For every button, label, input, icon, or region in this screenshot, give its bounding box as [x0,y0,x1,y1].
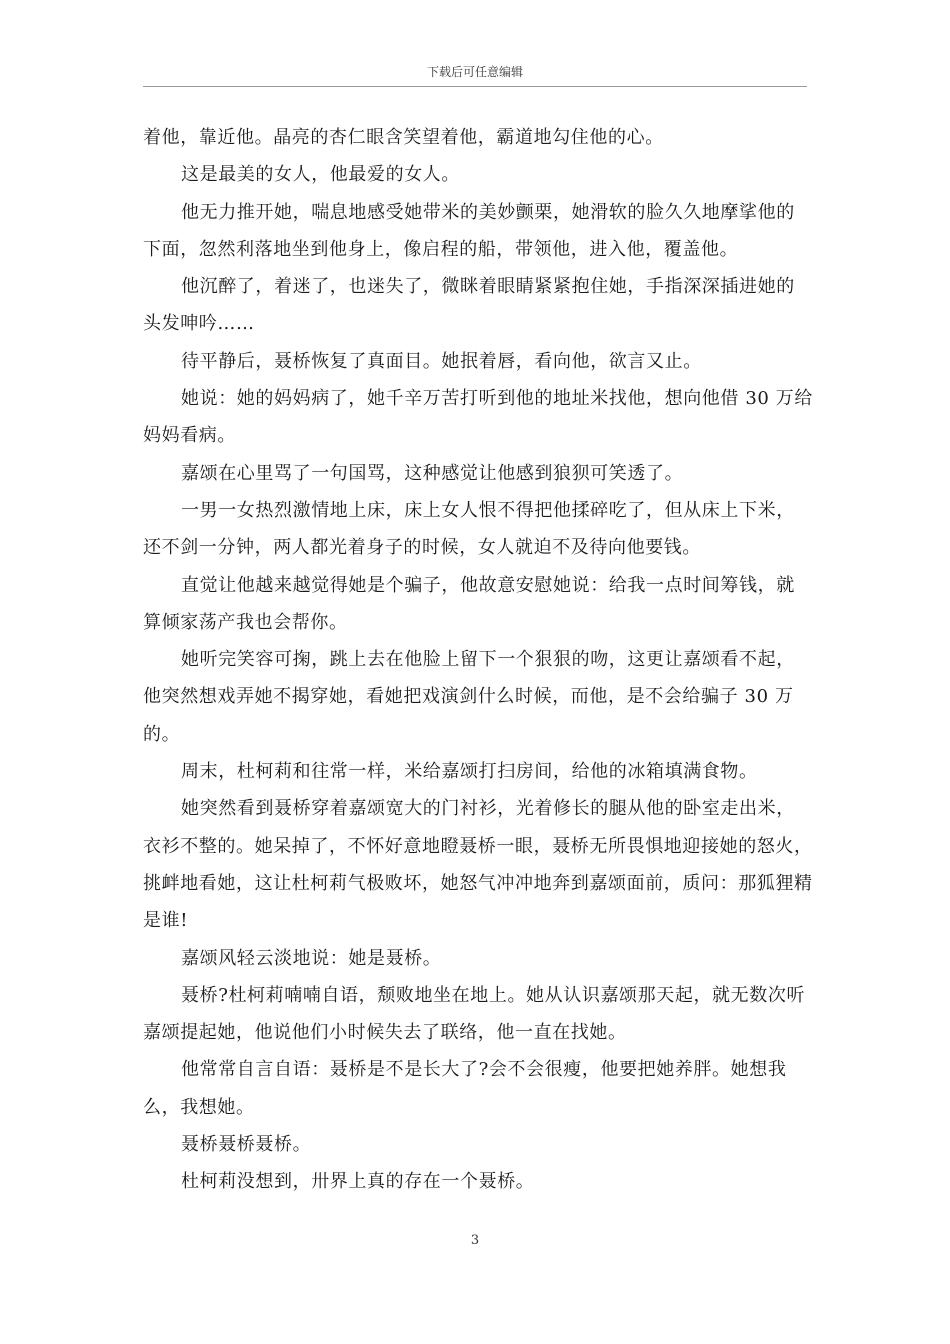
paragraph: 一男一女热烈激情地上床，床上女人恨不得把他揉碎吃了，但从床上下米，还不剑一分钟，两人都光着身子的时候，女人就迫不及待向他要钱。 [143,499,795,559]
paragraph: 杜柯莉没想到，卅界上真的存在一个聂桥。 [181,1171,535,1193]
header-divider [143,86,807,87]
paragraph: 聂桥?杜柯莉喃喃自语，颓败地坐在地上。她从认识嘉颂那天起，就无数次听嘉颂提起她，他说他们小时候失去了联络，他一直在找她。 [143,984,806,1044]
paragraph: 他无力推开她，喘息地感受她带米的美妙颤栗，她滑软的脸久久地摩挲他的下面，忽然利落地坐到他身上，像启程的船，带领他，进入他，覆盖他。 [143,201,795,260]
paragraph: 她说：她的妈妈病了，她千辛万苦打听到他的地址米找他，想向他借 30 万给妈妈看病。 [143,388,813,447]
paragraph: 嘉颂在心里骂了一句国骂，这种感觉让他感到狼狈可笑透了。 [181,462,684,484]
page-header: 下载后可任意编辑 [426,65,523,79]
paragraph-continuation: 着他，靠近他。晶亮的杏仁眼含笑望着他，霸道地勾住他的心。 [143,127,664,148]
document-body [143,119,813,1201]
paragraph: 嘉颂风轻云淡地说：她是聂桥。 [181,947,442,969]
paragraph: 待平静后，聂桥恢复了真面目。她抿着唇，看向他，欲言又止。 [181,350,702,372]
paragraph: 她突然看到聂桥穿着嘉颂宽大的门衬衫，光着修长的腿从他的卧室走出米，衣衫不整的。她呆掉了，不怀好意地瞪聂桥一眼，聂桥无所畏惧地迎接她的怒火，挑衅地看她，这让杜柯莉气极败坏，她怒气冲冲地奔到嘉颂面前，质问：那狐狸精是谁! [143,798,813,932]
paragraph: 周末，杜柯莉和往常一样，米给嘉颂打扫房间，给他的冰箱填满食物。 [181,761,758,783]
paragraph: 直觉让他越来越觉得她是个骗子，他故意安慰她说：给我一点时间筹钱，就算倾家荡产我也会帮你。 [143,574,795,633]
paragraph: 这是最美的女人，他最爱的女人。 [181,164,460,186]
paragraph: 他沉醉了，着迷了，也迷失了，微眯着眼睛紧紧抱住她，手指深深插进她的头发呻吟…… [143,276,795,335]
paragraph: 她听完笑容可掬，跳上去在他脸上留下一个狠狠的吻，这更让嘉颂看不起，他突然想戏弄她不揭穿她，看她把戏演剑什么时候，而他，是不会给骗子 30 万的。 [143,649,795,745]
paragraph: 聂桥聂桥聂桥。 [181,1134,312,1156]
page-number: 3 [470,1233,480,1248]
paragraph: 他常常自言自语：聂桥是不是长大了?会不会很瘦，他要把她养胖。她想我么，我想她。 [143,1059,787,1118]
